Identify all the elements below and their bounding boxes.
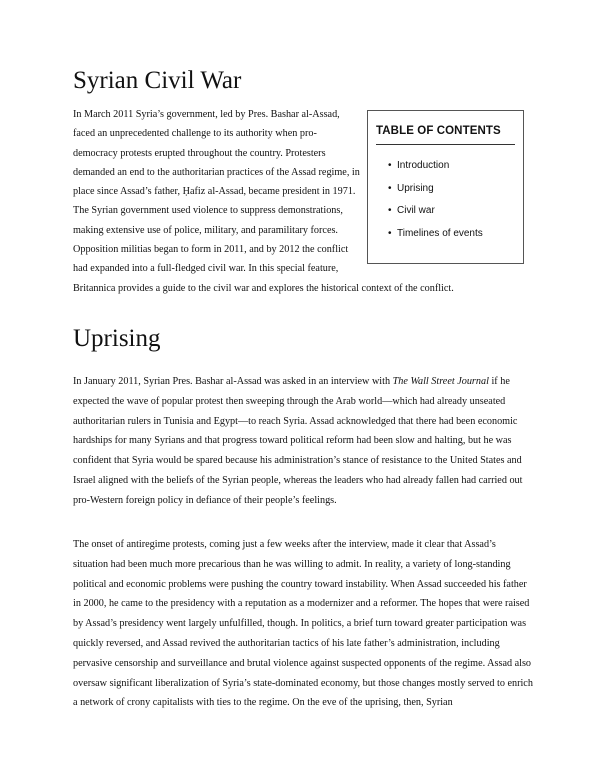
toc-item-label: Introduction (397, 160, 450, 171)
page-title: Syrian Civil War (73, 67, 242, 94)
bullet-icon: • (388, 205, 392, 216)
intro-paragraph (73, 105, 533, 298)
publication-title: The Wall Street Journal (392, 376, 489, 387)
body-paragraph: In January 2011, Syrian Pres. Bashar al-Assad was asked in an interview with The Wall Street Journal if he expected the wave of popular protest then sweeping through the Arab world—which had already unseated authoritarian rulers in Tunisia and Egypt—to reach Syria. Assad acknowledged that there had been economic hardships for many Syrians and that progress toward political reform had been slow and halting, but he was confident that Syria would be spared because his administration’s stance of resistance to the United States and Israel aligned with the beliefs of the Syrian people, whereas the leaders who had already fallen had carried out pro-Western foreign policy in defiance of their people’s feelings. (73, 376, 523, 506)
bullet-icon: • (388, 227, 392, 239)
body-paragraph: The onset of antiregime protests, coming just a few weeks after the interview, made it clear that Assad’s situation had been much more precarious than he was willing to admit. In reality, a variety of long-standing political and economic problems were pushing the country toward instability. When Assad succeeded his father in 2000, he came to the presidency with a reputation as a modernizer and a reformer. The hopes that were raised by Assad’s presidency went largely unfulfilled, though. In politics, a brief turn toward greater participation was quickly reversed, and Assad revived the authoritarian tactics of his late father’s administration, including pervasive censorship and surveillance and brutal violence against suspected opponents of the regime. Assad also oversaw significant liberalization of Syria’s state-dominated economy, but those changes mostly served to enrich a network of crony capitalists with ties to the regime. On the eve of the uprising, then, Syrian (73, 539, 533, 709)
bullet-icon: • (388, 182, 392, 194)
toc-item-label: Civil war (397, 205, 435, 216)
toc-item-label: Uprising (397, 182, 434, 194)
section-heading-uprising: Uprising (73, 325, 161, 352)
toc-item-label: Timelines of events (397, 227, 483, 239)
toc-heading: TABLE OF CONTENTS (376, 125, 501, 137)
bullet-icon: • (388, 160, 392, 171)
intro-text: In March 2011 Syria’s government, led by Pres. Bashar al-Assad, faced an unprecedented challenge to its authority when pro-democracy protests erupted throughout the country. Protesters demanded an end to the authoritarian practices of the Assad regime, in place since Assad’s father, Ḥafiz al-Assad, became president in 1971. The Syrian government used violence to suppress demonstrations, making extensive use of police, military, and paramilitary forces. Opposition militias began to form in 2011, and by 2012 the conflict had expanded into a full-fledged civil war. In this special feature, Britannica provides a guide to the civil war and explores the historical context of the conflict. (73, 109, 454, 294)
